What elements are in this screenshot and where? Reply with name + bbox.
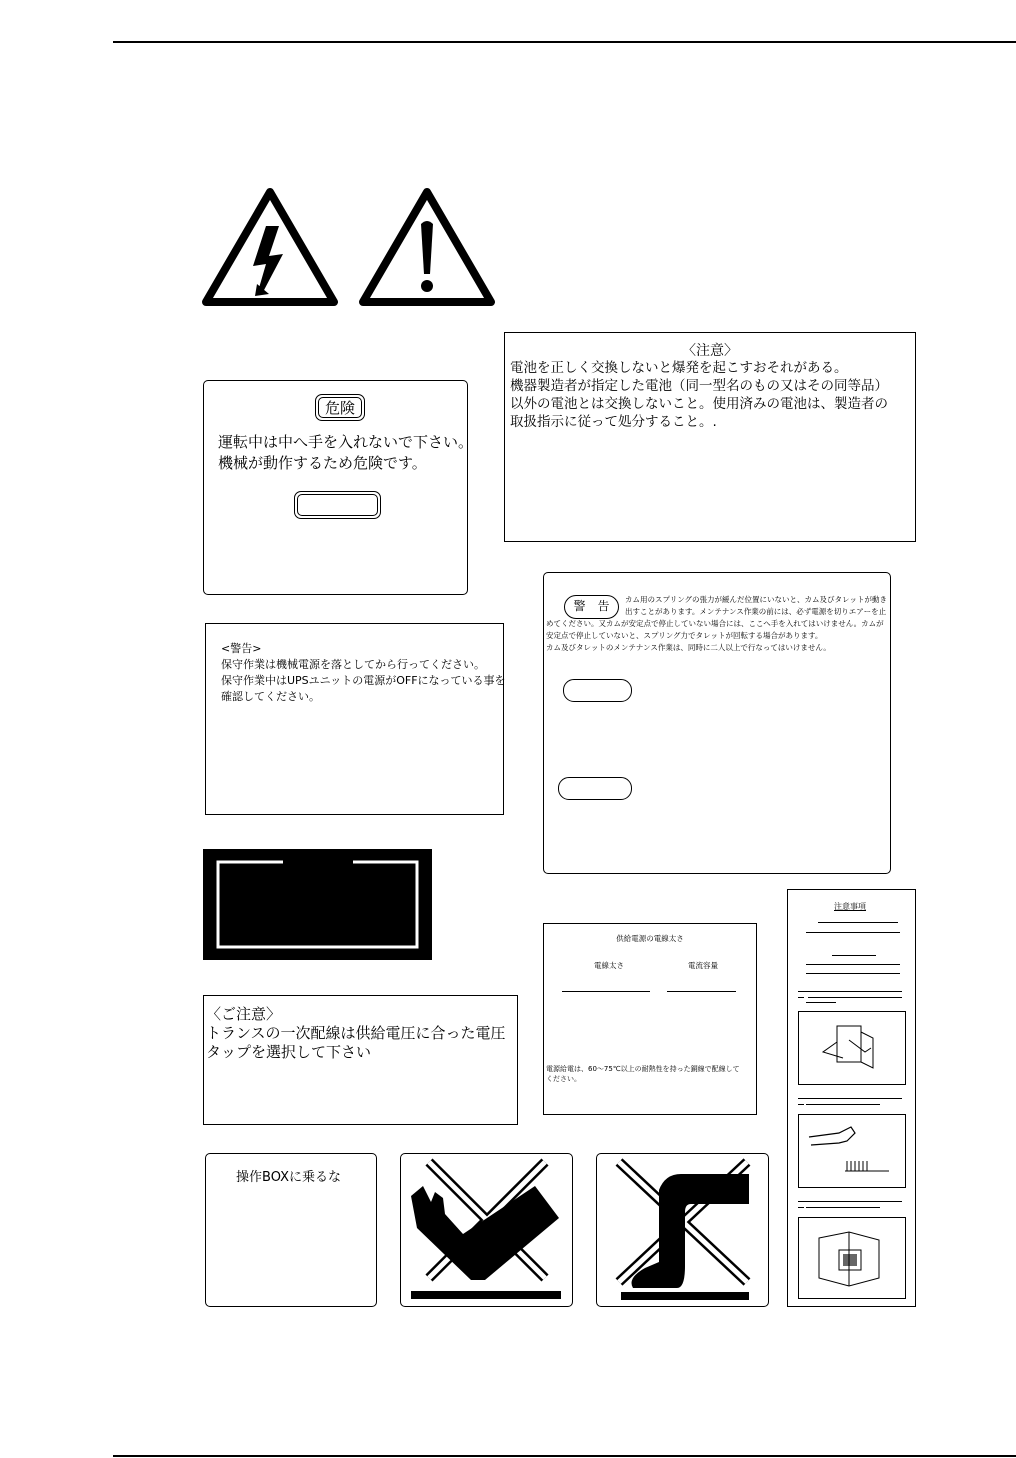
danger-label (203, 380, 474, 595)
power-wire-note: 電源給電は、60～75℃以上の耐熱性を持った銅線で配線して (546, 1065, 740, 1073)
maintenance-warning-line: 保守作業は機械電源を落としてから行ってください。 (221, 658, 485, 671)
top-rule (113, 41, 1016, 43)
no-hand-resting-icon (400, 1153, 573, 1307)
electric-shock-warning-icon (203, 188, 338, 306)
battery-caution-line: 機器製造者が指定した電池（同一型名のもの又はその同等品） (510, 378, 888, 394)
operation-box-text: 操作BOXに乗るな (236, 1170, 341, 1185)
precautions-title: 注意事項 (834, 902, 866, 911)
black-plate (203, 849, 432, 960)
power-wire-label (543, 923, 757, 1115)
maintenance-warning-label (205, 623, 504, 815)
illustration-two-person-work (798, 1217, 906, 1299)
power-wire-col1: 電線太さ (594, 961, 624, 970)
danger-label-line: 運転中は中へ手を入れないで下さい。 (218, 433, 474, 451)
cam-warning-line: 出すことがあります。メンテナンス作業の前には、必ず電源を切りエアーを止 (625, 607, 887, 616)
battery-caution-line: 取扱指示に従って処分すること。. (510, 414, 717, 430)
power-wire-col2: 電流容量 (688, 961, 718, 970)
blank-badge (294, 491, 381, 519)
precautions-sheet (787, 889, 916, 1307)
transformer-notice-label (203, 995, 518, 1125)
maintenance-warning-title: <警告> (221, 642, 262, 655)
current-blank (667, 991, 736, 992)
transformer-notice-line: トランスの一次配線は供給電圧に合った電圧 (206, 1024, 506, 1042)
transformer-notice-title: 〈ご注意〉 (206, 1005, 282, 1023)
warning-badge: 警 告 (564, 595, 619, 619)
danger-badge: 危険 (315, 394, 365, 421)
danger-label-line: 機械が動作するため危険です。 (218, 454, 427, 472)
illustration-hand-in-machine (798, 1011, 906, 1085)
battery-caution-line: 以外の電池とは交換しないこと。使用済みの電池は、製造者の (510, 396, 888, 412)
power-wire-note: ください。 (546, 1075, 581, 1083)
general-warning-icon (360, 188, 495, 306)
blank-pill (563, 679, 632, 702)
wire-size-blank (562, 991, 650, 992)
illustration-hand-with-spring (798, 1114, 906, 1188)
maintenance-warning-line: 保守作業中はUPSユニットの電源がOFFになっている事を (221, 674, 506, 687)
no-stepping-icon (596, 1153, 769, 1307)
operation-box-label (205, 1153, 377, 1307)
transformer-notice-line: タップを選択して下さい (206, 1043, 372, 1061)
battery-caution-line: 電池を正しく交換しないと爆発を起こすおそれがある。 (510, 360, 848, 376)
power-wire-title: 供給電源の電線太さ (616, 934, 684, 943)
cam-warning-line: カム用のスプリングの張力が緩んだ位置にいないと、カム及びタレットが動き (625, 595, 887, 604)
cam-warning-label (543, 572, 891, 874)
maintenance-warning-line: 確認してください。 (221, 690, 320, 703)
cam-warning-line: カム及びタレットのメンテナンス作業は、同時に二人以上で行なってはいけません。 (546, 643, 831, 652)
battery-caution-label (504, 332, 916, 542)
battery-caution-title: 〈注意〉 (682, 343, 738, 359)
cam-warning-line: 安定点で停止していないと、スプリング力でタレットが回転する場合があります。 (546, 631, 823, 640)
blank-pill (558, 777, 632, 800)
cam-warning-line: めてください。又カムが安定点で停止していない場合には、ここへ手を入れてはいけません。カムが (546, 619, 884, 628)
bottom-rule (113, 1455, 1016, 1457)
